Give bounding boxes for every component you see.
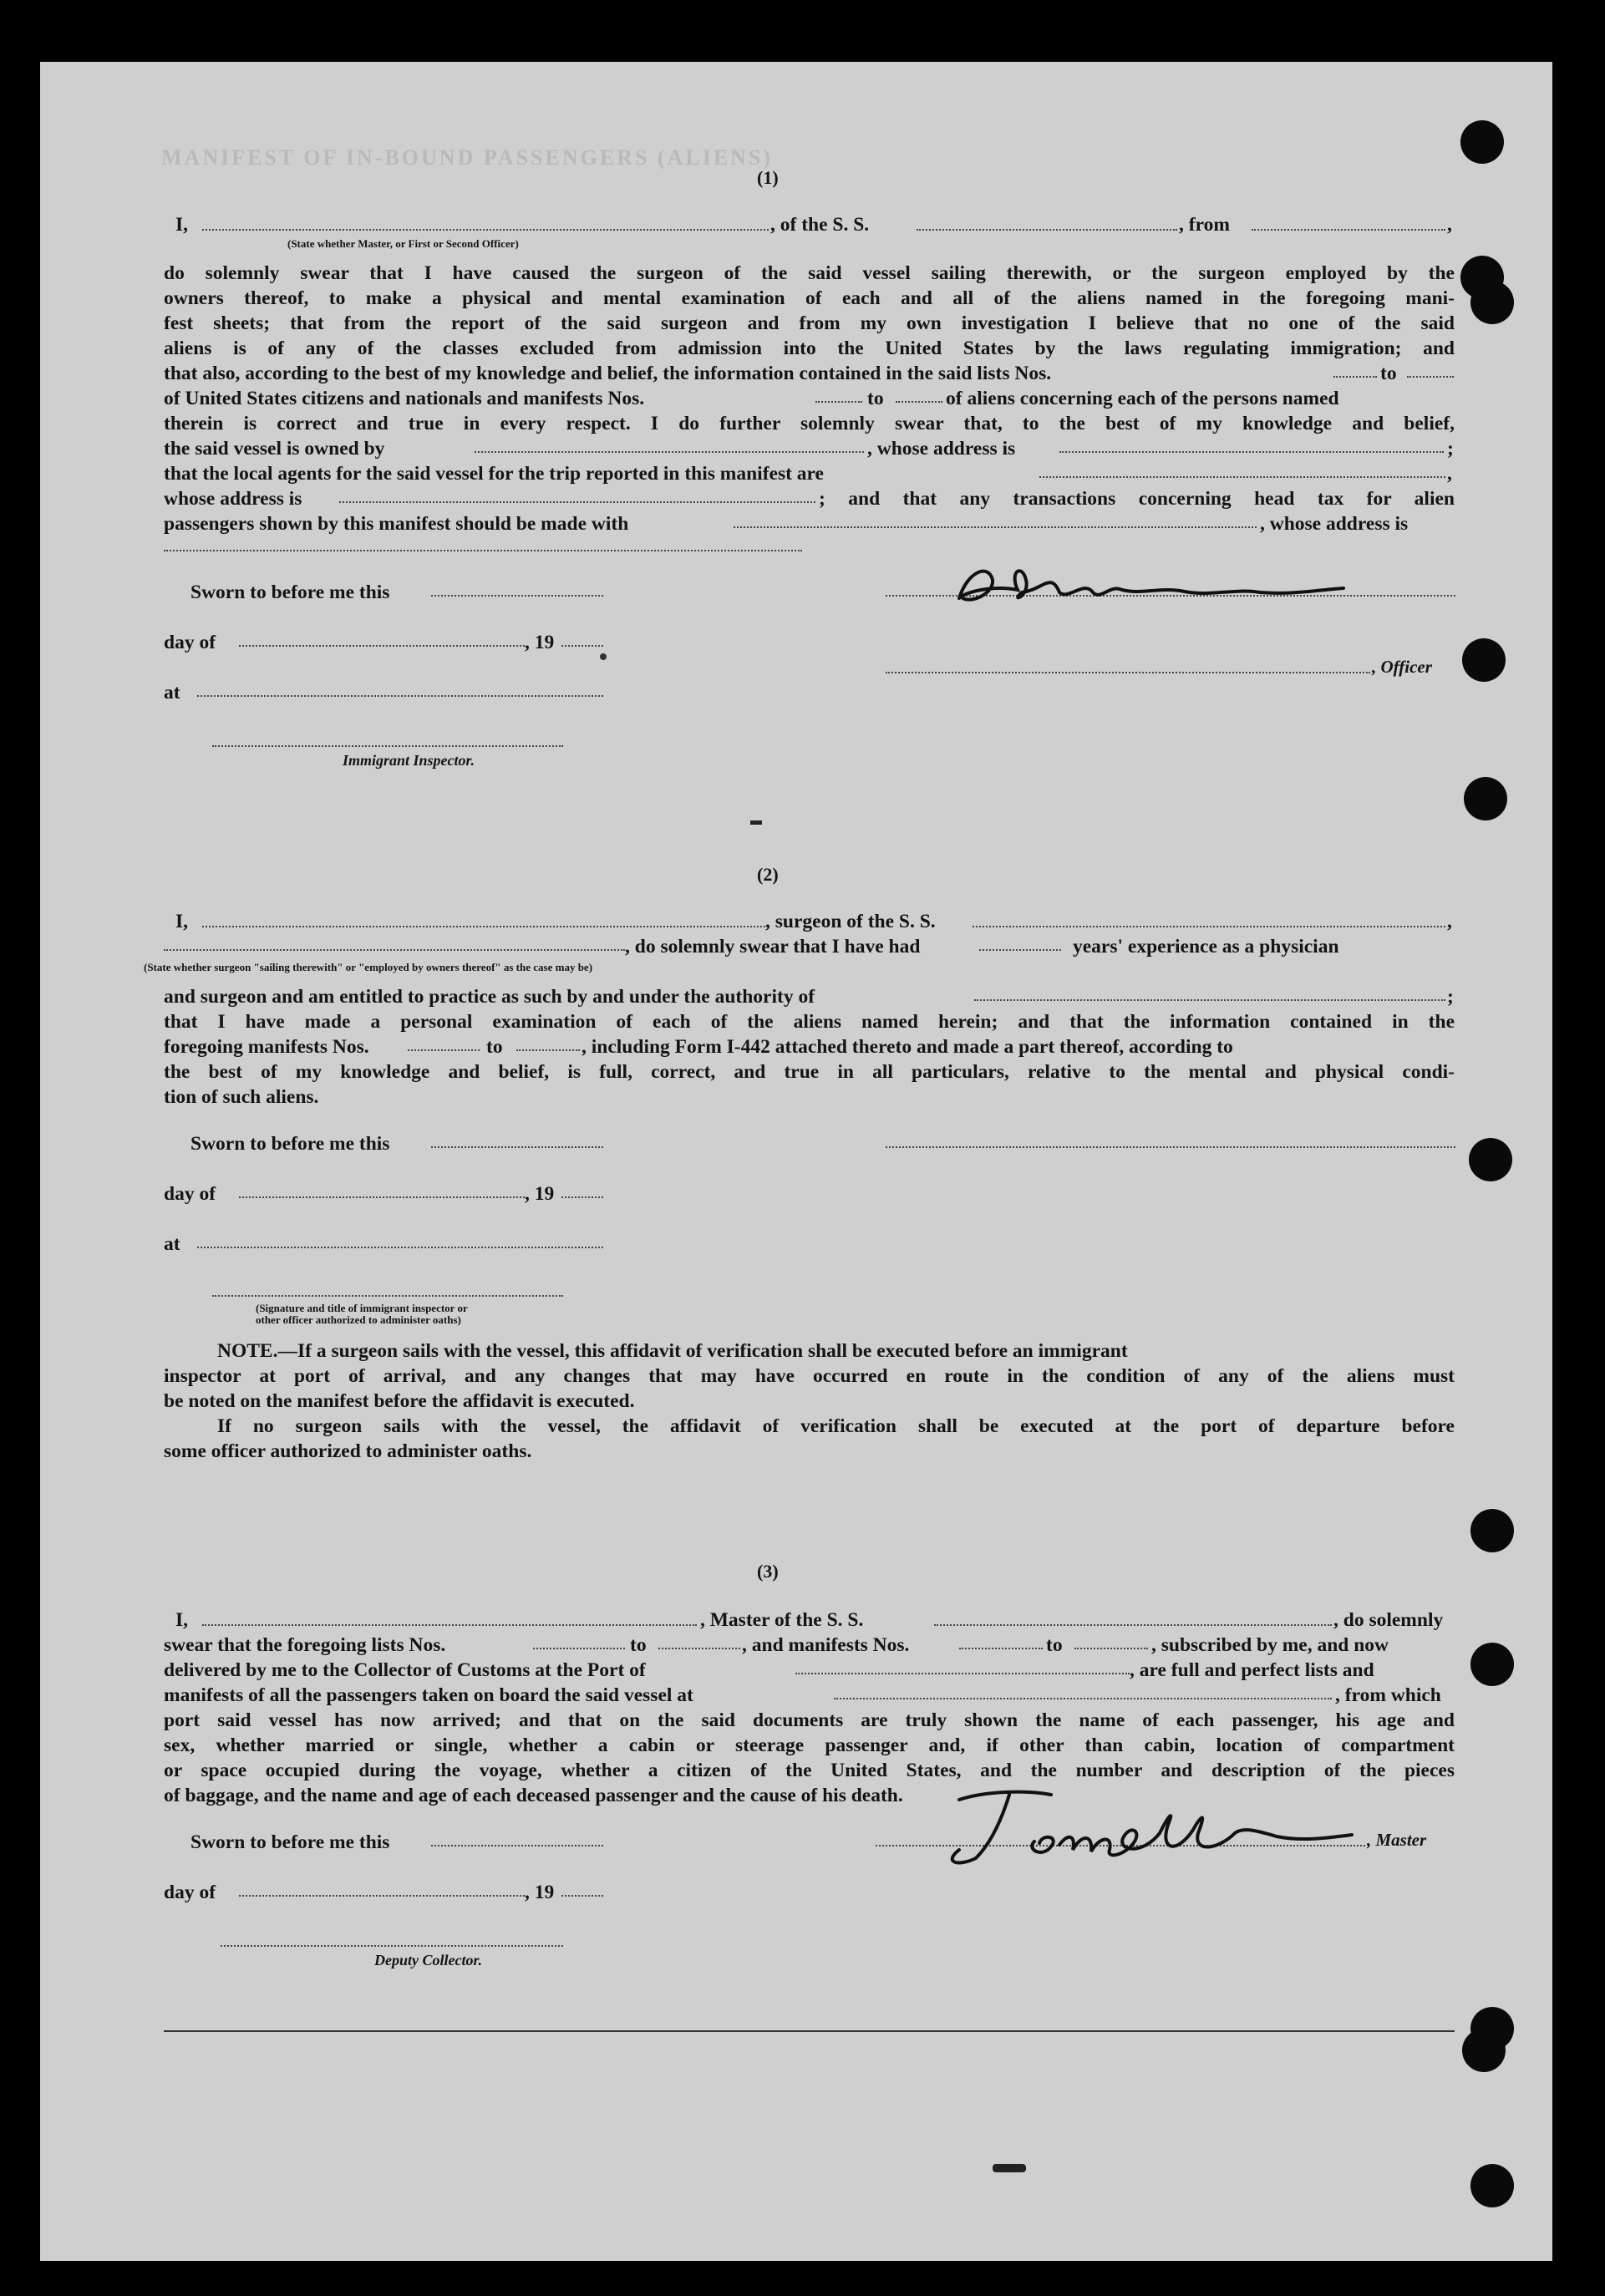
s3-to-text: to xyxy=(630,1634,647,1656)
s2-sworn-label: Sworn to before me this xyxy=(190,1133,390,1155)
master-signature xyxy=(909,1783,1377,1875)
years-experience-field[interactable] xyxy=(979,949,1061,951)
s2-para-line: the best of my knowledge and belief, is full, correct, and true in all particulars, relative to the mental and physical condi- xyxy=(164,1061,1455,1083)
s1-line1-from: , from xyxy=(1179,214,1230,236)
s2-officer-signature-field[interactable] xyxy=(212,1295,563,1297)
surgeon-signature-field[interactable] xyxy=(886,1146,1455,1148)
s2-vessel-name-field[interactable] xyxy=(973,926,1445,927)
s1-comma: , xyxy=(1447,463,1452,485)
s2-year-field[interactable] xyxy=(561,1196,603,1198)
head-tax-address-field[interactable] xyxy=(164,550,802,551)
binder-hole xyxy=(1464,777,1507,820)
lists-from-field[interactable] xyxy=(1333,376,1377,378)
s1-year-field[interactable] xyxy=(561,645,603,647)
s3-line2: swear that the foregoing lists Nos. xyxy=(164,1634,446,1656)
s3-lists-from-field[interactable] xyxy=(533,1648,625,1649)
s2-para-line: foregoing manifests Nos. xyxy=(164,1036,369,1058)
s2-line2b: years' experience as a physician xyxy=(1073,936,1339,958)
s3-vessel-name-field[interactable] xyxy=(934,1624,1332,1626)
s2-day-of-label: day of xyxy=(164,1183,216,1205)
officer-hint: (State whether Master, or First or Second Officer) xyxy=(287,237,519,250)
note-line: be noted on the manifest before the affidavit is executed. xyxy=(164,1390,635,1412)
s2-para-line: and surgeon and am entitled to practice as such by and under the authority of xyxy=(164,986,815,1008)
authority-field[interactable] xyxy=(974,999,1445,1001)
s2-line2: , do solemnly swear that I have had xyxy=(625,936,921,958)
binder-hole xyxy=(1462,2029,1506,2072)
form-page xyxy=(40,62,1552,2261)
s1-line1-comma: , xyxy=(1447,214,1452,236)
s2-day-of-field[interactable] xyxy=(239,1196,525,1198)
section-2-number: (2) xyxy=(757,864,779,885)
s3-line4b: , from which xyxy=(1335,1684,1441,1706)
note-line: If no surgeon sails with the vessel, the affidavit of verification shall be executed at the port of departure before xyxy=(217,1415,1455,1437)
bottom-rule xyxy=(164,2030,1455,2032)
s1-to-text: to xyxy=(867,388,884,409)
s2-sworn-date-field[interactable] xyxy=(431,1146,603,1148)
binder-hole xyxy=(1460,120,1504,164)
binder-hole xyxy=(1470,1509,1514,1552)
s3-para-line: or space occupied during the voyage, whether a citizen of the United States, and the number and description of the pieces xyxy=(164,1760,1455,1781)
note-line xyxy=(217,1338,1128,1364)
s1-para-line: aliens is of any of the classes excluded from admission into the United States by the laws regulating immigration; and xyxy=(164,338,1455,359)
collector-label: Deputy Collector. xyxy=(374,1952,482,1968)
s1-day-of-label: day of xyxy=(164,632,216,653)
manifests-from-field[interactable] xyxy=(815,401,862,403)
vessel-owner-field[interactable] xyxy=(475,451,864,453)
local-agents-field[interactable] xyxy=(1039,476,1445,478)
speck xyxy=(750,820,762,825)
collector-signature-field[interactable] xyxy=(221,1945,563,1947)
s2-semicolon: ; xyxy=(1447,986,1454,1008)
from-port-field[interactable] xyxy=(1252,229,1445,231)
s3-line3b: , are full and perfect lists and xyxy=(1130,1659,1374,1681)
officer-name-field[interactable] xyxy=(202,229,769,231)
s1-para-line: that the local agents for the said vessel for the trip reported in this manifest are xyxy=(164,463,824,485)
inspector-signature-field[interactable] xyxy=(212,745,563,747)
lists-to-field[interactable] xyxy=(1407,376,1454,378)
binder-hole xyxy=(1462,638,1506,682)
s3-day-of-label: day of xyxy=(164,1882,216,1903)
section-1-number: (1) xyxy=(757,167,779,188)
s3-to-text: to xyxy=(1046,1634,1063,1656)
s2-para-line: tion of such aliens. xyxy=(164,1086,319,1108)
s2-comma: , xyxy=(1447,911,1452,932)
speck xyxy=(993,2164,1026,2172)
manifests-to-field[interactable] xyxy=(896,401,942,403)
officer-title-field[interactable] xyxy=(886,672,1370,673)
owner-address-field[interactable] xyxy=(1059,451,1444,453)
officer-signature xyxy=(942,555,1410,613)
s1-para-line: do solemnly swear that I have caused the surgeon of the said vessel sailing therewith, or the surgeon employed by the xyxy=(164,262,1455,284)
boarding-port-field[interactable] xyxy=(834,1698,1332,1699)
s1-line1-i: I, xyxy=(175,214,189,236)
s1-sworn-label: Sworn to before me this xyxy=(190,582,390,603)
s1-para-line: of aliens concerning each of the persons named xyxy=(946,388,1339,409)
s1-at-field[interactable] xyxy=(197,695,603,697)
s1-para-line: , whose address is xyxy=(1260,513,1409,535)
s3-line4: manifests of all the passengers taken on board the said vessel at xyxy=(164,1684,693,1706)
s1-line1-of: , of the S. S. xyxy=(770,214,870,236)
master-name-field[interactable] xyxy=(202,1624,697,1626)
s1-para-line: the said vessel is owned by xyxy=(164,438,385,460)
head-tax-party-field[interactable] xyxy=(734,526,1257,528)
master-label: , Master xyxy=(1367,1830,1427,1850)
s3-line3: delivered by me to the Collector of Customs at the Port of xyxy=(164,1659,646,1681)
s1-para-line: passengers shown by this manifest should be made with xyxy=(164,513,629,535)
s2-line1-surgeon: , surgeon of the S. S. xyxy=(765,911,936,932)
s2-year-label: , 19 xyxy=(525,1183,555,1205)
s2-manifests-from-field[interactable] xyxy=(408,1049,480,1051)
s3-manifests-to-field[interactable] xyxy=(1074,1648,1148,1649)
s2-to-text: to xyxy=(486,1036,503,1058)
s1-semicolon: ; xyxy=(1447,438,1454,460)
s1-at-label: at xyxy=(164,682,180,704)
officer-label: , Officer xyxy=(1372,657,1432,677)
binder-hole xyxy=(1470,2164,1514,2207)
s1-para-line: therein is correct and true in every respect. I do further solemnly swear that, to the best of my knowledge and belief, xyxy=(164,413,1455,434)
faint-header: MANIFEST OF IN-BOUND PASSENGERS (ALIENS) xyxy=(161,145,774,170)
binder-hole xyxy=(1470,281,1514,324)
note-line: inspector at port of arrival, and any changes that may have occurred en route in the condition of any of the aliens must xyxy=(164,1365,1455,1387)
s3-sworn-date-field[interactable] xyxy=(431,1845,603,1846)
agents-address-field[interactable] xyxy=(339,501,815,503)
s2-at-field[interactable] xyxy=(197,1247,603,1248)
note-label: NOTE. xyxy=(217,1340,278,1362)
s3-year-label: , 19 xyxy=(525,1882,555,1903)
s3-line1-end: , do solemnly xyxy=(1333,1609,1444,1631)
s3-year-field[interactable] xyxy=(561,1895,603,1897)
s1-year-label: , 19 xyxy=(525,632,555,653)
speck xyxy=(600,653,607,660)
s1-para-line: , whose address is xyxy=(867,438,1016,460)
s1-day-of-field[interactable] xyxy=(239,645,525,647)
s1-sworn-date-field[interactable] xyxy=(431,595,603,597)
binder-hole xyxy=(1470,1643,1514,1686)
s2-para-line: that I have made a personal examination of each of the aliens named herein; and that the information contained in the xyxy=(164,1011,1455,1033)
s2-sig-hint: other officer authorized to administer oaths) xyxy=(256,1313,461,1326)
note-line: some officer authorized to administer oaths. xyxy=(164,1440,532,1462)
s3-line1-master: , Master of the S. S. xyxy=(700,1609,864,1631)
binder-hole xyxy=(1469,1138,1512,1181)
s3-para-line: sex, whether married or single, whether a cabin or steerage passenger and, if other than cabin, location of compartment xyxy=(164,1735,1455,1756)
s3-para-line: port said vessel has now arrived; and that on the said documents are truly shown the name of each passenger, his age and xyxy=(164,1709,1455,1731)
s1-para-line: ; and that any transactions concerning head tax for alien xyxy=(819,488,1455,510)
s3-manifests-from-field[interactable] xyxy=(959,1648,1043,1649)
s2-at-label: at xyxy=(164,1233,180,1255)
port-of-field[interactable] xyxy=(795,1673,1130,1674)
surgeon-hint: (State whether surgeon "sailing therewith" or "employed by owners thereof" as the case may be) xyxy=(144,961,593,973)
inspector-label: Immigrant Inspector. xyxy=(343,752,475,769)
s2-manifests-to-field[interactable] xyxy=(516,1049,580,1051)
section-3-number: (3) xyxy=(757,1561,779,1582)
s3-line1-i: I, xyxy=(175,1609,189,1631)
s1-para-line: of United States citizens and nationals and manifests Nos. xyxy=(164,388,645,409)
s3-line2e: , subscribed by me, and now xyxy=(1151,1634,1389,1656)
surgeon-type-field[interactable] xyxy=(164,949,625,951)
s1-para-line: that also, according to the best of my knowledge and belief, the information contained in the said lists Nos. xyxy=(164,363,1052,384)
s3-sworn-label: Sworn to before me this xyxy=(190,1831,390,1853)
s3-lists-to-field[interactable] xyxy=(658,1648,740,1649)
surgeon-name-field[interactable] xyxy=(202,926,765,927)
s1-to-text: to xyxy=(1380,363,1397,384)
note-text: —If a surgeon sails with the vessel, this affidavit of verification shall be executed before an immigrant xyxy=(277,1340,1128,1362)
vessel-name-field[interactable] xyxy=(917,229,1177,231)
s1-para-line: fest sheets; that from the report of the said surgeon and from my own investigation I believe that no one of the said xyxy=(164,312,1455,334)
s2-sig-hint: (Signature and title of immigrant inspector or xyxy=(256,1302,468,1314)
s1-para-line: whose address is xyxy=(164,488,302,510)
s3-day-of-field[interactable] xyxy=(239,1895,525,1897)
s2-para-line: , including Form I-442 attached thereto and made a part thereof, according to xyxy=(582,1036,1233,1058)
s1-para-line: owners thereof, to make a physical and mental examination of each and all of the aliens named in the foregoing mani- xyxy=(164,287,1455,309)
s2-line1-i: I, xyxy=(175,911,189,932)
s3-line2c: , and manifests Nos. xyxy=(742,1634,910,1656)
s3-para-line: of baggage, and the name and age of each deceased passenger and the cause of his death. xyxy=(164,1785,903,1806)
